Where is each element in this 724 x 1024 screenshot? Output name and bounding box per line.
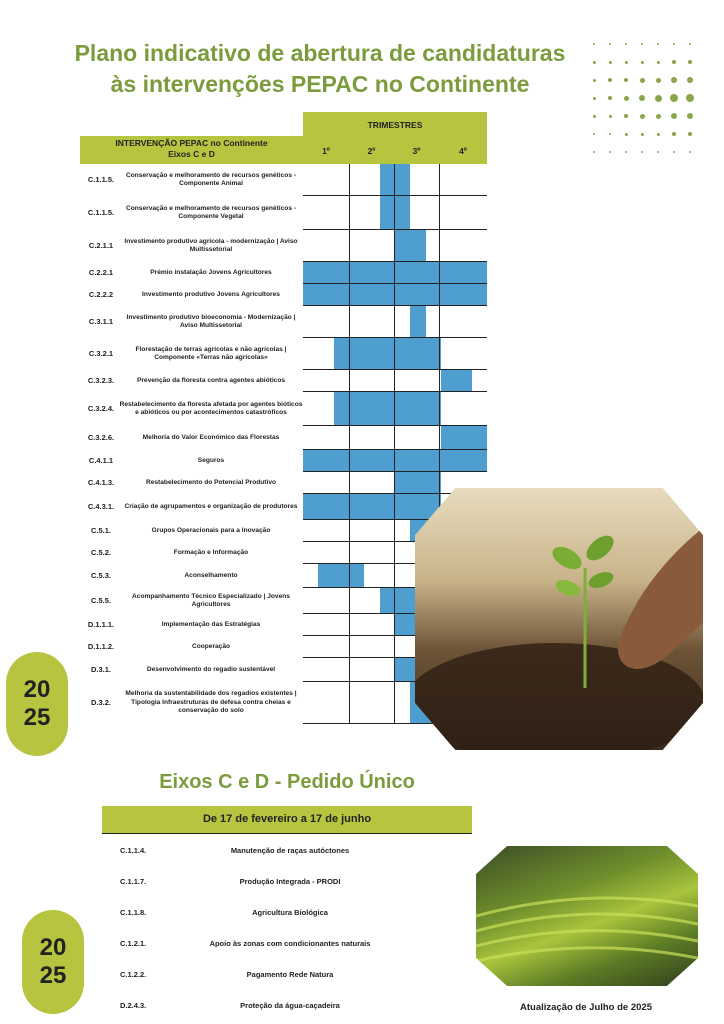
- row-code: C.4.1.1: [88, 456, 114, 465]
- quarter-4: 4º: [459, 146, 467, 156]
- dot: [624, 78, 628, 82]
- row-code: C.2.2.1: [88, 268, 114, 277]
- year-badge-bottom-line-2: 25: [39, 962, 67, 989]
- schedule-cell: [303, 262, 487, 284]
- row-label: Melhoria da sustentabilidade dos regadios existentes | Tipologia Infraestruturas de defesa contra cheias e conservação do solo: [125, 690, 297, 715]
- dot: [608, 78, 612, 82]
- dot: [640, 114, 645, 119]
- row-code: C.5.1.: [90, 526, 111, 535]
- row-label: Investimento produtivo Jovens Agricultores: [142, 290, 280, 298]
- title-line-2: às intervenções PEPAC no Continente: [110, 71, 530, 97]
- schedule-cell: [303, 284, 487, 306]
- dot: [687, 77, 693, 83]
- schedule-cell: [318, 564, 364, 588]
- row-code: C.3.2.4.: [87, 404, 115, 413]
- dot: [655, 95, 662, 102]
- pedido-label: Produção Integrada - PRODI: [239, 877, 341, 886]
- intervention-header: [80, 138, 303, 160]
- schedule-cell: [410, 306, 425, 338]
- year-badge-bottom-line-1: 20: [39, 934, 67, 961]
- dot: [593, 133, 595, 135]
- dot: [671, 113, 677, 119]
- year-badge-bottom: [22, 910, 84, 1014]
- row-code: D.3.1.: [90, 665, 111, 674]
- row-label: Florestação de terras agrícolas e não agrícolas | Componente «Terras não agrícolas»: [135, 345, 287, 361]
- row-label: Formação e Informação: [173, 548, 249, 556]
- row-divider: [303, 305, 487, 306]
- row-code: C.1.1.5.: [87, 175, 115, 184]
- dot: [657, 151, 659, 153]
- dot: [593, 115, 596, 118]
- dot: [657, 43, 659, 45]
- dot: [609, 61, 612, 64]
- section-title: Eixos C e D - Pedido Único: [159, 771, 415, 793]
- row-label: Acompanhamento Técnico Especializado | Jovens Agricultores: [132, 592, 290, 608]
- dot: [673, 43, 675, 45]
- schedule-cell: [441, 426, 487, 450]
- quarter-3: 3º: [412, 146, 421, 156]
- dot: [625, 61, 628, 64]
- row-code: C.1.1.5.: [87, 208, 115, 217]
- dot: [673, 151, 675, 153]
- dot: [625, 151, 627, 153]
- dot: [641, 43, 643, 45]
- dot: [639, 95, 645, 101]
- dot: [686, 94, 694, 102]
- row-code: C.5.2.: [90, 548, 111, 557]
- dot: [670, 94, 678, 102]
- row-label: Prémio instalação Jovens Agricultores: [150, 268, 272, 276]
- year-badge-top-line-1: 20: [23, 676, 51, 703]
- row-label: Conservação e melhoramento de recursos genéticos - Componente Vegetal: [125, 204, 297, 220]
- pedido-code: D.2.4.3.: [120, 1001, 147, 1010]
- pedido-code: C.1.2.2.: [120, 970, 147, 979]
- dot: [609, 115, 612, 118]
- terraced-fields-photo: [476, 846, 698, 986]
- intervention-header-line-1: INTERVENÇÃO PEPAC no Continente: [115, 138, 268, 148]
- trimestres-label: TRIMESTRES: [367, 120, 423, 130]
- row-code: C.3.2.6.: [87, 433, 115, 442]
- quarter-divider: [349, 164, 350, 724]
- dot: [657, 61, 660, 64]
- dot: [624, 96, 629, 101]
- dot: [593, 43, 595, 45]
- dot: [688, 132, 692, 136]
- pedido-label: Proteção da água-caçadeira: [240, 1001, 340, 1010]
- row-label: Melhoria do Valor Económico das Florestas: [142, 433, 280, 441]
- dot: [609, 43, 611, 45]
- decorative-dots: [590, 40, 700, 170]
- dot: [641, 133, 644, 136]
- row-code: C.2.2.2: [88, 290, 114, 299]
- row-code: C.3.2.1: [88, 349, 114, 358]
- schedule-cell: [395, 230, 426, 262]
- quarter-divider: [394, 164, 395, 724]
- dot: [593, 97, 596, 100]
- pedido-label: Agricultura Biológica: [252, 908, 328, 917]
- title-line-1: Plano indicativo de abertura de candidaturas: [74, 40, 566, 66]
- dot: [625, 43, 627, 45]
- pedido-code: C.1.1.8.: [120, 908, 147, 917]
- row-label: Seguros: [197, 456, 225, 464]
- pedido-label: Apoio às zonas com condicionantes naturais: [209, 939, 371, 948]
- seedling-photo: [415, 488, 703, 750]
- dot: [672, 60, 676, 64]
- dot: [625, 133, 628, 136]
- row-code: C.2.1.1: [88, 241, 114, 250]
- dot: [640, 78, 645, 83]
- pedido-code: C.1.2.1.: [120, 939, 147, 948]
- schedule-cell: [303, 494, 441, 520]
- row-code: D.1.1.1.: [87, 620, 115, 629]
- intervention-header-line-2: Eixos C e D: [168, 149, 215, 159]
- row-code: C.4.1.3.: [87, 478, 115, 487]
- application-period: De 17 de fevereiro a 17 de junho: [102, 806, 472, 834]
- quarter-1: 1º: [322, 146, 330, 156]
- row-code: D.1.1.2.: [87, 642, 115, 651]
- page-title: [40, 38, 600, 100]
- quarter-2: 2º: [367, 146, 376, 156]
- row-label: Restabelecimento do Potencial Produtivo: [145, 478, 277, 486]
- dot: [608, 96, 612, 100]
- dot: [593, 61, 596, 64]
- schedule-cell: [441, 370, 472, 392]
- dot: [688, 60, 692, 64]
- dot: [671, 77, 677, 83]
- row-label: Criação de agrupamentos e organização de produtores: [124, 502, 298, 510]
- year-badge-top-line-2: 25: [23, 704, 51, 731]
- dot: [672, 132, 676, 136]
- row-code: C.3.1.1: [88, 317, 114, 326]
- pedido-label: Pagamento Rede Natura: [246, 970, 334, 979]
- row-label: Restabelecimento da floresta afetada por agentes bióticos e abióticos ou por acontecimentos catastróficos: [119, 400, 303, 416]
- dot: [609, 133, 611, 135]
- row-label: Grupos Operacionais para a Inovação: [151, 526, 271, 534]
- dot: [656, 78, 661, 83]
- pedido-label: Manutenção de raças autóctones: [230, 846, 350, 855]
- row-label: Investimento produtivo agrícola - modernização | Aviso Multissetorial: [124, 237, 298, 253]
- dot: [656, 114, 661, 119]
- dot: [689, 151, 691, 153]
- schedule-cell: [303, 450, 487, 472]
- row-code: C.3.2.3.: [87, 376, 115, 385]
- row-label: Conservação e melhoramento de recursos genéticos - Componente Animal: [125, 171, 297, 187]
- dot: [641, 61, 644, 64]
- row-label: Implementação das Estratégias: [161, 620, 261, 628]
- row-label: Prevenção da floresta contra agentes abióticos: [136, 376, 286, 384]
- schedule-cell: [395, 472, 441, 494]
- pedido-code: C.1.1.4.: [120, 846, 147, 855]
- dot: [593, 79, 596, 82]
- dot: [687, 113, 693, 119]
- row-code: C.4.3.1.: [87, 502, 115, 511]
- year-badge-top: [6, 652, 68, 756]
- row-label: Desenvolvimento do regadio sustentável: [146, 665, 276, 673]
- dot: [641, 151, 643, 153]
- update-note: Atualização de Julho de 2025: [520, 1002, 652, 1013]
- row-code: D.3.2.: [90, 698, 111, 707]
- dot: [593, 151, 595, 153]
- terraces-illustration: [476, 846, 698, 986]
- row-label: Investimento produtivo bioeconomia - Modernização | Aviso Multissetorial: [126, 313, 296, 329]
- seedling-illustration: [415, 488, 703, 750]
- dot: [689, 43, 691, 45]
- dot: [624, 114, 628, 118]
- row-code: C.5.3.: [90, 571, 111, 580]
- row-code: C.5.5.: [90, 596, 111, 605]
- pedido-code: C.1.1.7.: [120, 877, 147, 886]
- row-label: Aconselhamento: [184, 571, 238, 579]
- dot: [609, 151, 611, 153]
- row-label: Cooperação: [191, 642, 231, 650]
- dot: [657, 133, 660, 136]
